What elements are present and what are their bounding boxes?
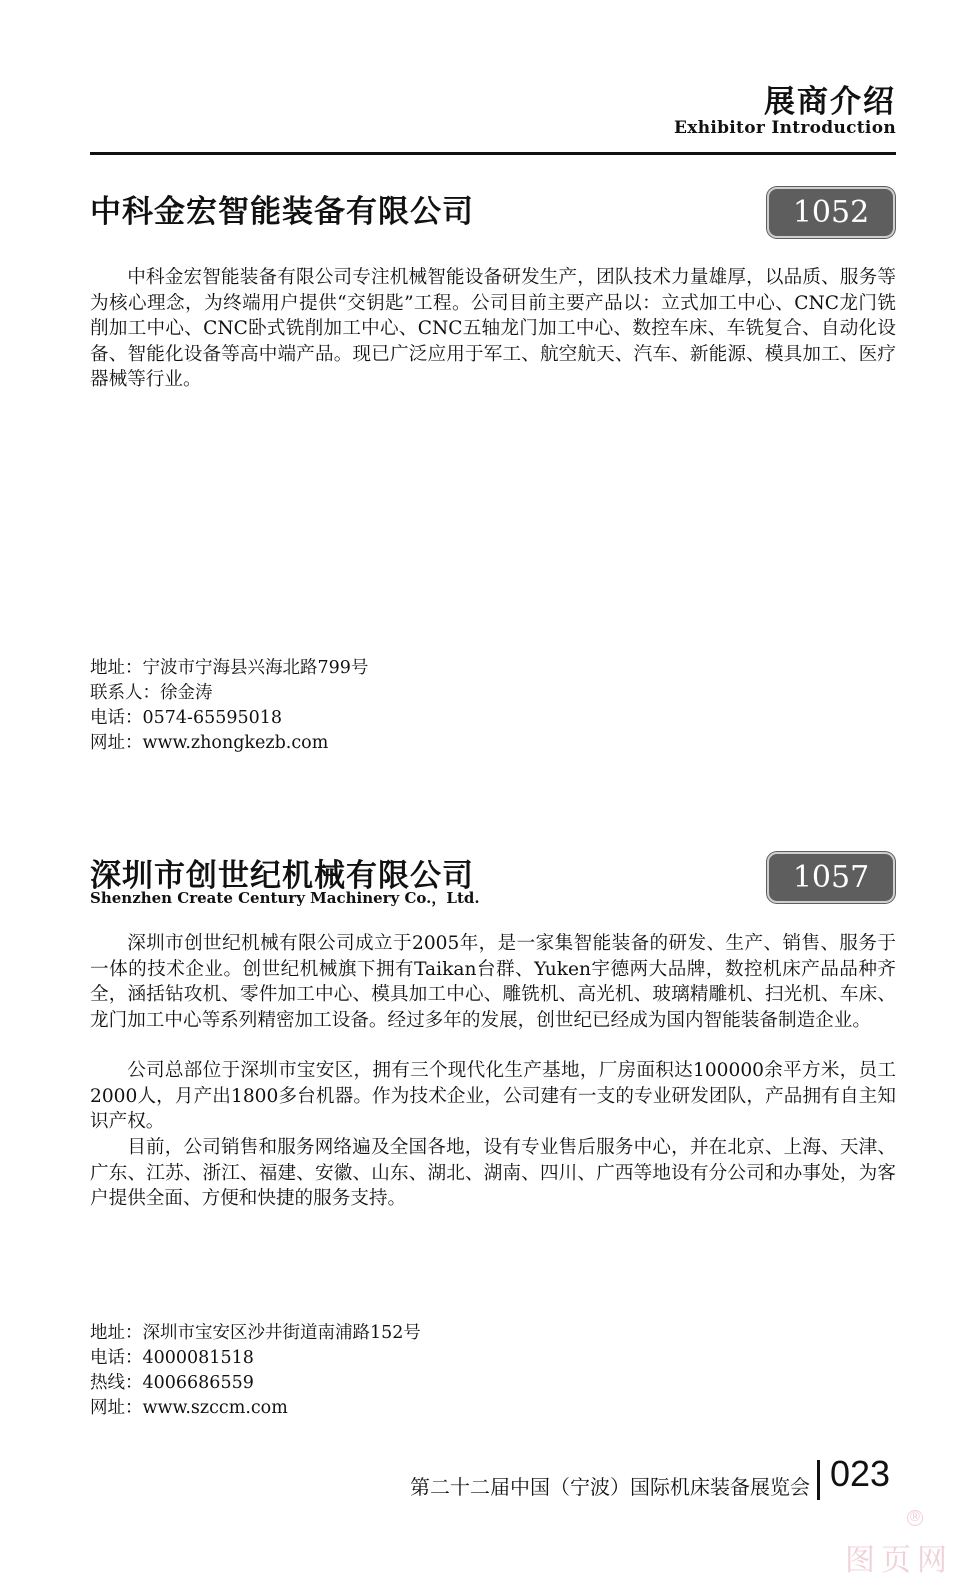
company-description: 深圳市创世纪机械有限公司成立于2005年，是一家集智能装备的研发、生产、销售、服务于一体的技术企业。创世纪机械旗下拥有Taikan台群、Yuken宇德两大品牌，数控机床产品品种齐全，涵括钻攻机、零件加工中心、模具加工中心、雕铣机、高光机、玻璃精雕机、扫光机、车床、龙门加工中心等系列精密加工设备。经过多年的发展，创世纪已经成为国内智能装备制造企业。 bbox=[90, 933, 896, 1031]
watermark-logo: 图页网 bbox=[845, 1543, 953, 1578]
contact-phone: 电话：4000081518 bbox=[90, 1348, 254, 1368]
company-name-en: Shenzhen Create Century Machinery Co.，Ltd. bbox=[90, 889, 480, 907]
contact-address: 地址：宁波市宁海县兴海北路799号 bbox=[90, 658, 369, 678]
footer-divider bbox=[817, 1460, 820, 1500]
booth-number-badge: 1052 bbox=[767, 187, 895, 238]
company-name: 深圳市创世纪机械有限公司 bbox=[90, 858, 474, 894]
contact-phone: 电话：0574-65595018 bbox=[90, 708, 283, 728]
page-number: 023 bbox=[830, 1453, 891, 1494]
company-description: 中科金宏智能装备有限公司专注机械智能设备研发生产，团队技术力量雄厚，以品质、服务等为核心理念，为终端用户提供“交钥匙”工程。公司目前主要产品以：立式加工中心、CNC龙门铣削加工中心、CNC卧式铣削加工中心、CNC五轴龙门加工中心、数控车床、车铣复合、自动化设备、智能化设备等高中端产品。现已广泛应用于军工、航空航天、汽车、新能源、模具加工、医疗器械等行业。 bbox=[90, 267, 896, 390]
header-divider bbox=[90, 152, 896, 155]
registered-mark: ® bbox=[908, 1510, 922, 1525]
company-description: 目前，公司销售和服务网络遍及全国各地，设有专业售后服务中心，并在北京、上海、天津、广东、江苏、浙江、福建、安徽、山东、湖北、湖南、四川、广西等地设有分公司和办事处，为客户提供全面、方便和快捷的服务支持。 bbox=[90, 1137, 896, 1209]
contact-address: 地址：深圳市宝安区沙井街道南浦路152号 bbox=[90, 1323, 421, 1343]
company-description: 公司总部位于深圳市宝安区，拥有三个现代化生产基地，厂房面积达100000余平方米，员工2000人，月产出1800多台机器。作为技术企业，公司建有一支的专业研发团队，产品拥有自主知识产权。 bbox=[90, 1060, 896, 1132]
footer-event-title: 第二十二届中国（宁波）国际机床装备展览会 bbox=[410, 1475, 810, 1499]
company-name: 中科金宏智能装备有限公司 bbox=[90, 194, 474, 230]
contact-website: 网址：www.szccm.com bbox=[90, 1398, 288, 1418]
booth-number-badge: 1057 bbox=[767, 852, 895, 903]
contact-website: 网址：www.zhongkezb.com bbox=[90, 733, 329, 753]
section-subtitle: Exhibitor Introduction bbox=[674, 118, 896, 138]
contact-hotline: 热线：4006686559 bbox=[90, 1373, 254, 1393]
contact-person: 联系人：徐金涛 bbox=[90, 683, 213, 703]
section-title: 展商介绍 bbox=[764, 84, 896, 120]
